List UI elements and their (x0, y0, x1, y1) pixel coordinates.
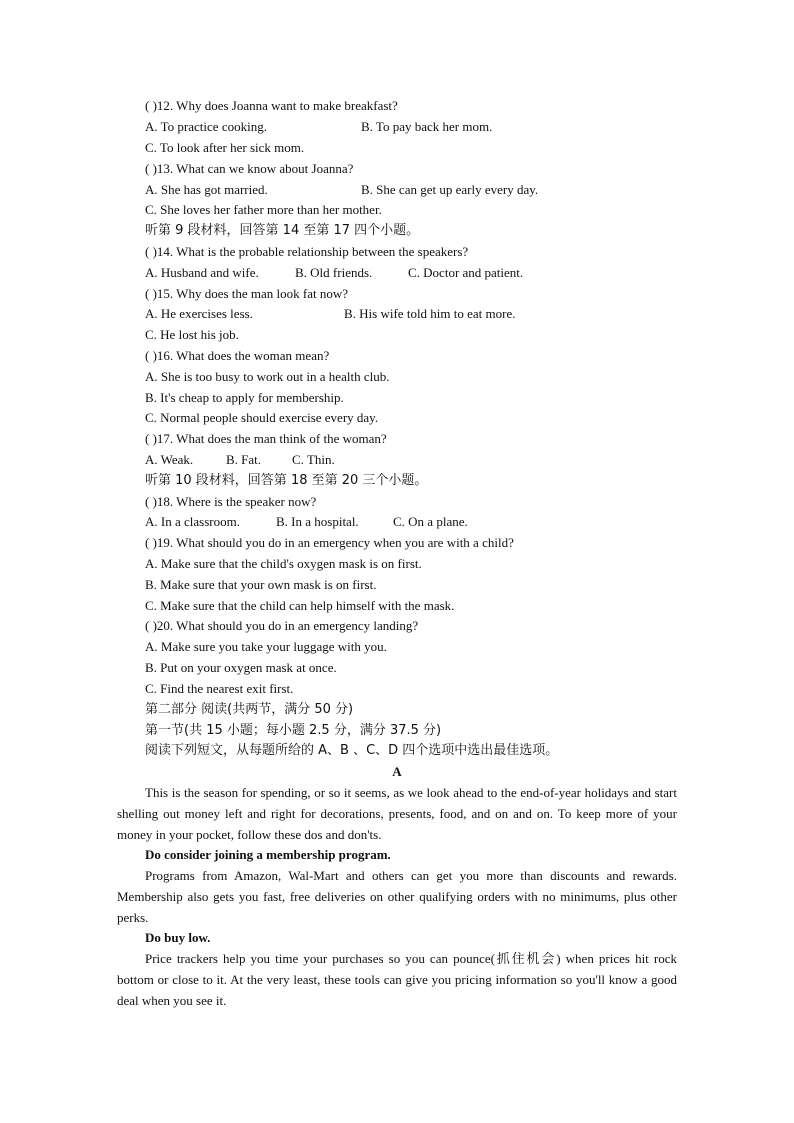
passage-letter: A (392, 764, 402, 779)
part-2-heading: 第二部分 阅读(共两节，满分 50 分) (145, 702, 354, 717)
passage-intro: This is the season for spending, or so it seems, as we look ahead to the end-of-year holidays and start shelling out money left and right for decorations, presents, food, and on and on. To keep more of your money in your pocket, follow these dos and don'ts. (117, 785, 677, 842)
q14-option-a: A. Husband and wife. (145, 265, 259, 280)
question-15: ( )15. Why does the man look fat now? (145, 286, 349, 301)
heading-buy-low: Do buy low. (145, 930, 211, 945)
q13-option-a: A. She has got married. (145, 182, 268, 197)
question-20: ( )20. What should you do in an emergency landing? (145, 618, 419, 633)
q13-option-b: B. She can get up early every day. (361, 182, 539, 197)
q16-option-c: C. Normal people should exercise every day. (145, 410, 379, 425)
q12-option-a: A. To practice cooking. (145, 119, 267, 134)
q16-option-b: B. It's cheap to apply for membership. (145, 390, 344, 405)
q15-option-b: B. His wife told him to eat more. (344, 306, 516, 321)
passage-membership: Programs from Amazon, Wal-Mart and others can get you more than discounts and rewards. Membership also gets you fast, free deliveries on other qualifying orders with no minimums, plus other perks. (117, 868, 677, 925)
q14-option-b: B. Old friends. (295, 265, 373, 280)
question-17: ( )17. What does the man think of the woman? (145, 431, 387, 446)
material-9-instruction: 听第 9 段材料，回答第 14 至第 17 四个小题。 (145, 223, 420, 238)
q19-option-c: C. Make sure that the child can help himself with the mask. (145, 598, 455, 613)
q13-option-c: C. She loves her father more than her mother. (145, 202, 382, 217)
question-13: ( )13. What can we know about Joanna? (145, 161, 354, 176)
q18-option-b: B. In a hospital. (276, 514, 359, 529)
material-10-instruction: 听第 10 段材料，回答第 18 至第 20 三个小题。 (145, 473, 428, 488)
passage-buy-low: Price trackers help you time your purchases so you can pounce(抓住机会) when prices hit rock bottom or close to it. At the very least, these tools can give you pricing information so you'll know a good deal when you see it. (117, 951, 677, 1008)
q17-option-b: B. Fat. (226, 452, 262, 467)
q15-option-a: A. He exercises less. (145, 306, 253, 321)
heading-membership: Do consider joining a membership program. (145, 847, 391, 862)
q17-option-a: A. Weak. (145, 452, 194, 467)
q19-option-a: A. Make sure that the child's oxygen mask is on first. (145, 556, 422, 571)
q18-option-c: C. On a plane. (393, 514, 468, 529)
question-16: ( )16. What does the woman mean? (145, 348, 330, 363)
q15-option-c: C. He lost his job. (145, 327, 239, 342)
q14-option-c: C. Doctor and patient. (408, 265, 524, 280)
q17-option-c: C. Thin. (292, 452, 335, 467)
question-19: ( )19. What should you do in an emergency when you are with a child? (145, 535, 514, 550)
q20-option-a: A. Make sure you take your luggage with you. (145, 639, 387, 654)
q20-option-b: B. Put on your oxygen mask at once. (145, 660, 337, 675)
question-14: ( )14. What is the probable relationship between the speakers? (145, 244, 469, 259)
q16-option-a: A. She is too busy to work out in a health club. (145, 369, 390, 384)
q18-option-a: A. In a classroom. (145, 514, 240, 529)
question-18: ( )18. Where is the speaker now? (145, 494, 317, 509)
q20-option-c: C. Find the nearest exit first. (145, 681, 294, 696)
q12-option-c: C. To look after her sick mom. (145, 140, 305, 155)
question-12: ( )12. Why does Joanna want to make breakfast? (145, 98, 398, 113)
q19-option-b: B. Make sure that your own mask is on first. (145, 577, 377, 592)
reading-directions: 阅读下列短文，从每题所给的 A、B 、C、D 四个选项中选出最佳选项。 (145, 743, 559, 758)
section-1-heading: 第一节(共 15 小题；每小题 2.5 分，满分 37.5 分) (145, 723, 442, 738)
q12-option-b: B. To pay back her mom. (361, 119, 493, 134)
